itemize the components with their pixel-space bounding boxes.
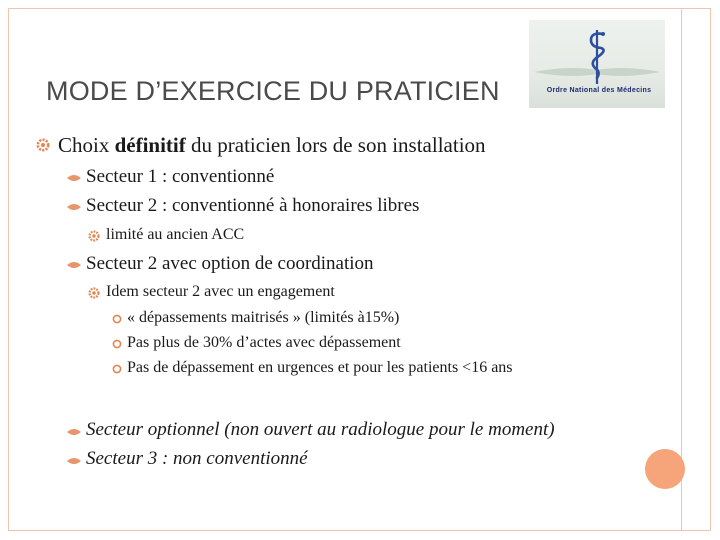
leaf-bullet-icon — [66, 203, 82, 211]
circle-bullet-icon — [112, 364, 122, 374]
bullet-secteur-2: Secteur 2 : conventionné à honoraires libres — [86, 195, 420, 216]
circle-bullet-icon — [112, 314, 122, 324]
circle-mask — [682, 435, 710, 505]
gear-bullet-icon — [88, 287, 100, 299]
bullet-engagement: Idem secteur 2 avec un engagement — [106, 283, 335, 300]
ordre-medecins-logo — [529, 20, 665, 108]
leaf-bullet-icon — [66, 457, 82, 465]
bullet-actes: Pas plus de 30% d’actes avec dépassement — [127, 334, 401, 351]
bullet-secteur-optionnel: Secteur optionnel (non ouvert au radiologue pour le moment) — [86, 419, 555, 440]
circle-bullet-icon — [112, 339, 122, 349]
bullet-secteur-2-optam: Secteur 2 avec option de coordination — [86, 253, 374, 274]
caduceus-icon — [529, 20, 665, 108]
bullet-main: Choix définitif du praticien lors de son installation — [58, 133, 486, 157]
slide-title: MODE D’EXERCICE DU PRATICIEN — [46, 76, 500, 106]
leaf-bullet-icon — [66, 428, 82, 436]
bullet-secteur-1: Secteur 1 : conventionné — [86, 166, 275, 187]
leaf-bullet-icon — [66, 261, 82, 269]
bullet-depassements: « dépassements maitrisés » (limités à15%) — [127, 309, 400, 326]
logo-text: Ordre National des Médecins — [546, 87, 652, 94]
bullet-secteur-2-sub: limité au ancien ACC — [106, 226, 245, 243]
gear-bullet-icon — [36, 138, 50, 152]
gear-bullet-icon — [88, 230, 100, 242]
bullet-urgences: Pas de dépassement en urgences et pour les patients <16 ans — [127, 359, 513, 376]
bullet-secteur-3: Secteur 3 : non conventionné — [86, 448, 308, 469]
leaf-bullet-icon — [66, 174, 82, 182]
accent-circle — [645, 449, 685, 489]
